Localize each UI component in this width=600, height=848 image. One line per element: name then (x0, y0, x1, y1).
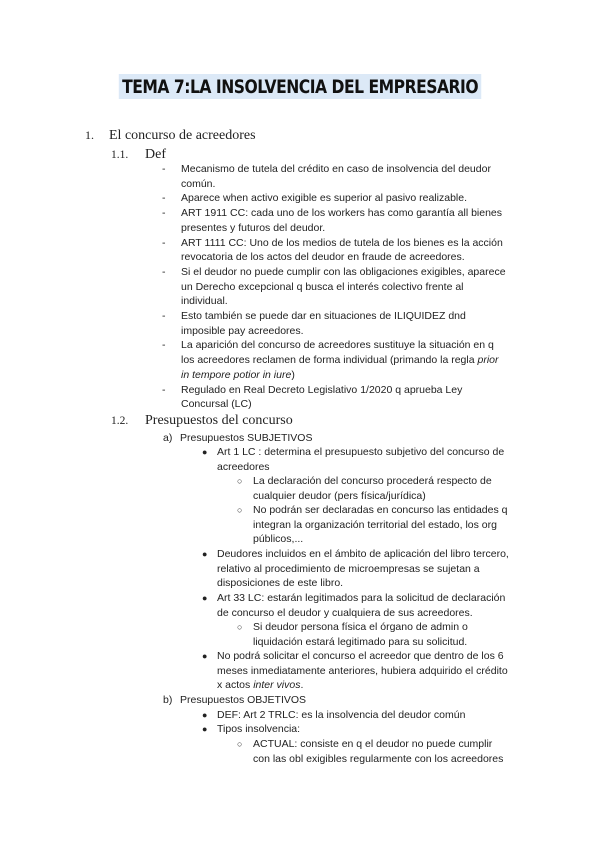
list-item: - ART 1111 CC: Uno de los medios de tutela de los bienes es la acción revocatoria de los actos del deudor en fraude de acreedores. (162, 236, 503, 264)
bullet-item: ● Art 33 LC: estarán legitimados para la solicitud de declaración de concurso el deudor y cualquiera de sus acreedores. (202, 592, 506, 619)
page-title: TEMA 7:LA INSOLVENCIA DEL EMPRESARIO (119, 74, 482, 99)
section-number: 1.1. (111, 149, 129, 161)
bullet-item: ● Art 1 LC : determina el presupuesto subjetivo del concurso de acreedores (202, 446, 505, 473)
bullet-item: ● Tipos insolvencia: (202, 723, 301, 735)
circle-bullet-icon: ○ (237, 505, 243, 515)
sub-bullet-item: ○ Si deudor persona física el órgano de admin o liquidación estará legitimado para su solicitud. (237, 621, 468, 648)
subsection-b (163, 693, 306, 708)
list-item: - Aparece when activo exigible es superior al pasivo realizable. (162, 192, 467, 205)
title-wrap (0, 74, 600, 99)
subsection-marker: a) (163, 432, 173, 444)
bullet-icon: ● (202, 549, 208, 559)
subsection-marker: b) (163, 694, 173, 706)
sub-bullet-item: ○ No podrán ser declaradas en concurso las entidades q integran la organización territorial del estado, los org públicos,... (237, 504, 508, 546)
list-item: - Mecanismo de tutela del crédito en caso de insolvencia del deudor común. (162, 163, 491, 190)
list-item: - La aparición del concurso de acreedores sustituye la situación en q los acreedores reclamen de forma individual (primando la regla prior in tempore potior in iure) (162, 339, 499, 381)
list-item: - Esto también se puede dar en situaciones de ILIQUIDEZ dnd imposible pay acreedores. (162, 310, 466, 337)
section-number: 1.2. (111, 415, 129, 427)
bullet-item: ● Deudores incluidos en el ámbito de aplicación del libro tercero, relativo al procedimiento de microempresas se sujetan a disposiciones de este libro. (202, 548, 509, 590)
section-heading-1 (85, 128, 256, 144)
circle-bullet-icon: ○ (237, 739, 243, 749)
bullet-icon: ● (202, 447, 208, 457)
bullet-icon: ● (202, 651, 208, 661)
bullet-icon: ● (202, 724, 208, 734)
list-item: - Si el deudor no puede cumplir con las obligaciones exigibles, aparece un Derecho excepcional q busca el interés colectivo frente al individual. (162, 265, 506, 308)
section-heading-1-2 (111, 413, 293, 429)
sub-bullet-item: ○ ACTUAL: consiste en q el deudor no puede cumplir con las obl exigibles regularmente con los acreedores (237, 738, 504, 765)
subsection-label: Presupuestos OBJETIVOS (180, 694, 307, 706)
circle-bullet-icon: ○ (237, 476, 243, 486)
list-item: - Regulado en Real Decreto Legislativo 1/2020 q aprueba Ley Concursal (LC) (162, 383, 463, 411)
definition-list (0, 162, 521, 412)
bullet-item: ● DEF: Art 2 TRLC: es la insolvencia del deudor común (202, 709, 466, 721)
section-number: 1. (85, 128, 94, 142)
circle-bullet-icon: ○ (237, 622, 243, 632)
bullet-icon: ● (202, 710, 208, 720)
list-item: - ART 1911 CC: cada uno de los workers has como garantía all bienes presentes y futuros del deudor. (162, 207, 503, 234)
section-label: Def (145, 147, 166, 162)
subsection-a (163, 431, 312, 446)
sub-bullet-item: ○ La declaración del concurso procederá respecto de cualquier deudor (pers física/jurídica) (237, 475, 492, 502)
subsection-label: Presupuestos SUBJETIVOS (180, 432, 313, 444)
bullet-icon: ● (202, 593, 208, 603)
section-heading-1-1 (111, 147, 166, 163)
section-label: Presupuestos del concurso (145, 413, 293, 428)
bullet-item: ● No podrá solicitar el concurso el acreedor que dentro de los 6 meses inmediatamente anteriores, hubiera adquirido el crédito x actos inter vivos. (202, 650, 508, 692)
section-label: El concurso de acreedores (109, 128, 256, 143)
